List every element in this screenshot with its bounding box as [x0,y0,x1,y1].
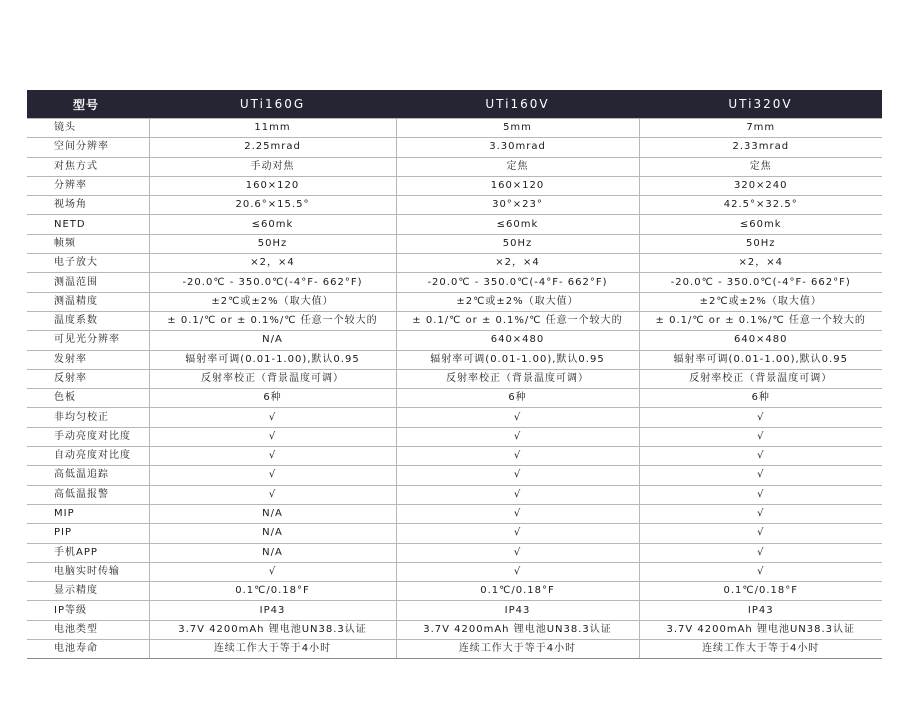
spec-value-cell: √ [149,447,396,466]
spec-value-cell: √ [639,524,882,543]
spec-value-cell: N/A [149,543,396,562]
header-model: UTi160G [149,90,396,119]
spec-value-cell: √ [396,466,639,485]
spec-value-cell: 50Hz [396,234,639,253]
table-row [27,562,882,581]
table-row [27,640,882,659]
table-body [27,119,882,659]
spec-value-cell: √ [396,504,639,523]
spec-value-cell: 反射率校正（背景温度可调） [149,369,396,388]
spec-value-cell: 连续工作大于等于4小时 [149,640,396,659]
spec-table [27,90,882,659]
row-label: 测温范围 [27,273,149,292]
row-label: 色板 [27,389,149,408]
spec-value-cell: ×2，×4 [149,254,396,273]
header-model: UTi160V [396,90,639,119]
spec-value-cell: √ [396,485,639,504]
spec-value-cell: 11mm [149,119,396,138]
table-row [27,254,882,273]
spec-value-cell: 6种 [639,389,882,408]
spec-value-cell: -20.0℃ - 350.0℃(-4°F- 662°F) [396,273,639,292]
spec-value-cell: 手动对焦 [149,157,396,176]
spec-value-cell: 5mm [396,119,639,138]
table-row [27,447,882,466]
spec-value-cell: N/A [149,504,396,523]
table-row [27,138,882,157]
spec-value-cell: 3.7V 4200mAh 锂电池UN38.3认证 [396,620,639,639]
spec-value-cell: ± 0.1/℃ or ± 0.1%/℃ 任意一个较大的 [149,311,396,330]
spec-value-cell: √ [396,543,639,562]
spec-value-cell: 50Hz [639,234,882,253]
spec-value-cell: N/A [149,331,396,350]
spec-value-cell: 6种 [149,389,396,408]
header-row [27,90,882,119]
spec-value-cell: √ [639,408,882,427]
spec-value-cell: ±2℃或±2%（取大值） [149,292,396,311]
table-row [27,311,882,330]
spec-value-cell: ≤60mk [396,215,639,234]
spec-value-cell: √ [639,504,882,523]
spec-value-cell: √ [396,447,639,466]
spec-value-cell: 2.33mrad [639,138,882,157]
spec-value-cell: -20.0℃ - 350.0℃(-4°F- 662°F) [639,273,882,292]
spec-value-cell: -20.0℃ - 350.0℃(-4°F- 662°F) [149,273,396,292]
row-label: 电池类型 [27,620,149,639]
spec-value-cell: 50Hz [149,234,396,253]
table-row [27,215,882,234]
spec-value-cell: 3.30mrad [396,138,639,157]
table-row [27,273,882,292]
row-label: 自动亮度对比度 [27,447,149,466]
spec-value-cell: √ [639,427,882,446]
spec-value-cell: √ [639,543,882,562]
table-row [27,601,882,620]
row-label: 帧频 [27,234,149,253]
row-label: MIP [27,504,149,523]
row-label: 可见光分辨率 [27,331,149,350]
table-row [27,504,882,523]
spec-value-cell: 辐射率可调(0.01-1.00),默认0.95 [149,350,396,369]
spec-value-cell: 30°×23° [396,196,639,215]
spec-value-cell: ×2，×4 [639,254,882,273]
row-label: 手机APP [27,543,149,562]
spec-value-cell: 反射率校正（背景温度可调） [396,369,639,388]
spec-value-cell: 定焦 [396,157,639,176]
spec-value-cell: ≤60mk [149,215,396,234]
spec-value-cell: 辐射率可调(0.01-1.00),默认0.95 [639,350,882,369]
spec-value-cell: 42.5°×32.5° [639,196,882,215]
row-label: PIP [27,524,149,543]
table-row [27,524,882,543]
header-label: 型号 [27,90,149,119]
spec-value-cell: 3.7V 4200mAh 锂电池UN38.3认证 [149,620,396,639]
table-row [27,466,882,485]
spec-value-cell: 辐射率可调(0.01-1.00),默认0.95 [396,350,639,369]
row-label: 空间分辨率 [27,138,149,157]
spec-value-cell: √ [396,524,639,543]
table-row [27,234,882,253]
spec-value-cell: 7mm [639,119,882,138]
spec-value-cell: 0.1℃/0.18°F [396,582,639,601]
spec-value-cell: √ [149,562,396,581]
spec-value-cell: 反射率校正（背景温度可调） [639,369,882,388]
spec-value-cell: ± 0.1/℃ or ± 0.1%/℃ 任意一个较大的 [639,311,882,330]
table-row [27,119,882,138]
table-row [27,196,882,215]
row-label: 测温精度 [27,292,149,311]
table-row [27,292,882,311]
spec-value-cell: 320×240 [639,176,882,195]
table-row [27,620,882,639]
spec-value-cell: IP43 [396,601,639,620]
spec-value-cell: √ [149,427,396,446]
spec-value-cell: ±2℃或±2%（取大值） [396,292,639,311]
spec-value-cell: 6种 [396,389,639,408]
row-label: 高低温追踪 [27,466,149,485]
spec-value-cell: 640×480 [396,331,639,350]
spec-value-cell: 20.6°×15.5° [149,196,396,215]
spec-value-cell: √ [149,408,396,427]
row-label: 温度系数 [27,311,149,330]
row-label: 电脑实时传输 [27,562,149,581]
table-row [27,408,882,427]
spec-value-cell: √ [396,408,639,427]
spec-value-cell: √ [639,466,882,485]
row-label: 手动亮度对比度 [27,427,149,446]
row-label: 反射率 [27,369,149,388]
spec-value-cell: ± 0.1/℃ or ± 0.1%/℃ 任意一个较大的 [396,311,639,330]
row-label: 视场角 [27,196,149,215]
table-row [27,582,882,601]
row-label: 高低温报警 [27,485,149,504]
row-label: 镜头 [27,119,149,138]
table-row [27,369,882,388]
spec-value-cell: 3.7V 4200mAh 锂电池UN38.3认证 [639,620,882,639]
header-model: UTi320V [639,90,882,119]
spec-value-cell: √ [639,485,882,504]
spec-value-cell: IP43 [149,601,396,620]
spec-value-cell: √ [639,562,882,581]
row-label: 电子放大 [27,254,149,273]
spec-value-cell: 640×480 [639,331,882,350]
row-label: 对焦方式 [27,157,149,176]
spec-value-cell: 0.1℃/0.18°F [149,582,396,601]
spec-value-cell: 2.25mrad [149,138,396,157]
spec-value-cell: √ [639,447,882,466]
spec-value-cell: 160×120 [396,176,639,195]
row-label: 非均匀校正 [27,408,149,427]
spec-value-cell: √ [149,466,396,485]
spec-value-cell: IP43 [639,601,882,620]
spec-value-cell: 连续工作大于等于4小时 [639,640,882,659]
row-label: 发射率 [27,350,149,369]
spec-value-cell: ≤60mk [639,215,882,234]
spec-value-cell: √ [396,562,639,581]
row-label: NETD [27,215,149,234]
row-label: 分辨率 [27,176,149,195]
spec-value-cell: 0.1℃/0.18°F [639,582,882,601]
table-row [27,157,882,176]
spec-value-cell: √ [149,485,396,504]
row-label: IP等级 [27,601,149,620]
table-row [27,350,882,369]
spec-value-cell: N/A [149,524,396,543]
row-label: 电池寿命 [27,640,149,659]
row-label: 显示精度 [27,582,149,601]
table-row [27,427,882,446]
table-header [27,90,882,119]
table-row [27,543,882,562]
table-row [27,176,882,195]
spec-value-cell: ±2℃或±2%（取大值） [639,292,882,311]
spec-value-cell: √ [396,427,639,446]
spec-value-cell: 160×120 [149,176,396,195]
table-row [27,485,882,504]
spec-value-cell: 连续工作大于等于4小时 [396,640,639,659]
table-row [27,389,882,408]
spec-value-cell: 定焦 [639,157,882,176]
table-row [27,331,882,350]
spec-value-cell: ×2，×4 [396,254,639,273]
